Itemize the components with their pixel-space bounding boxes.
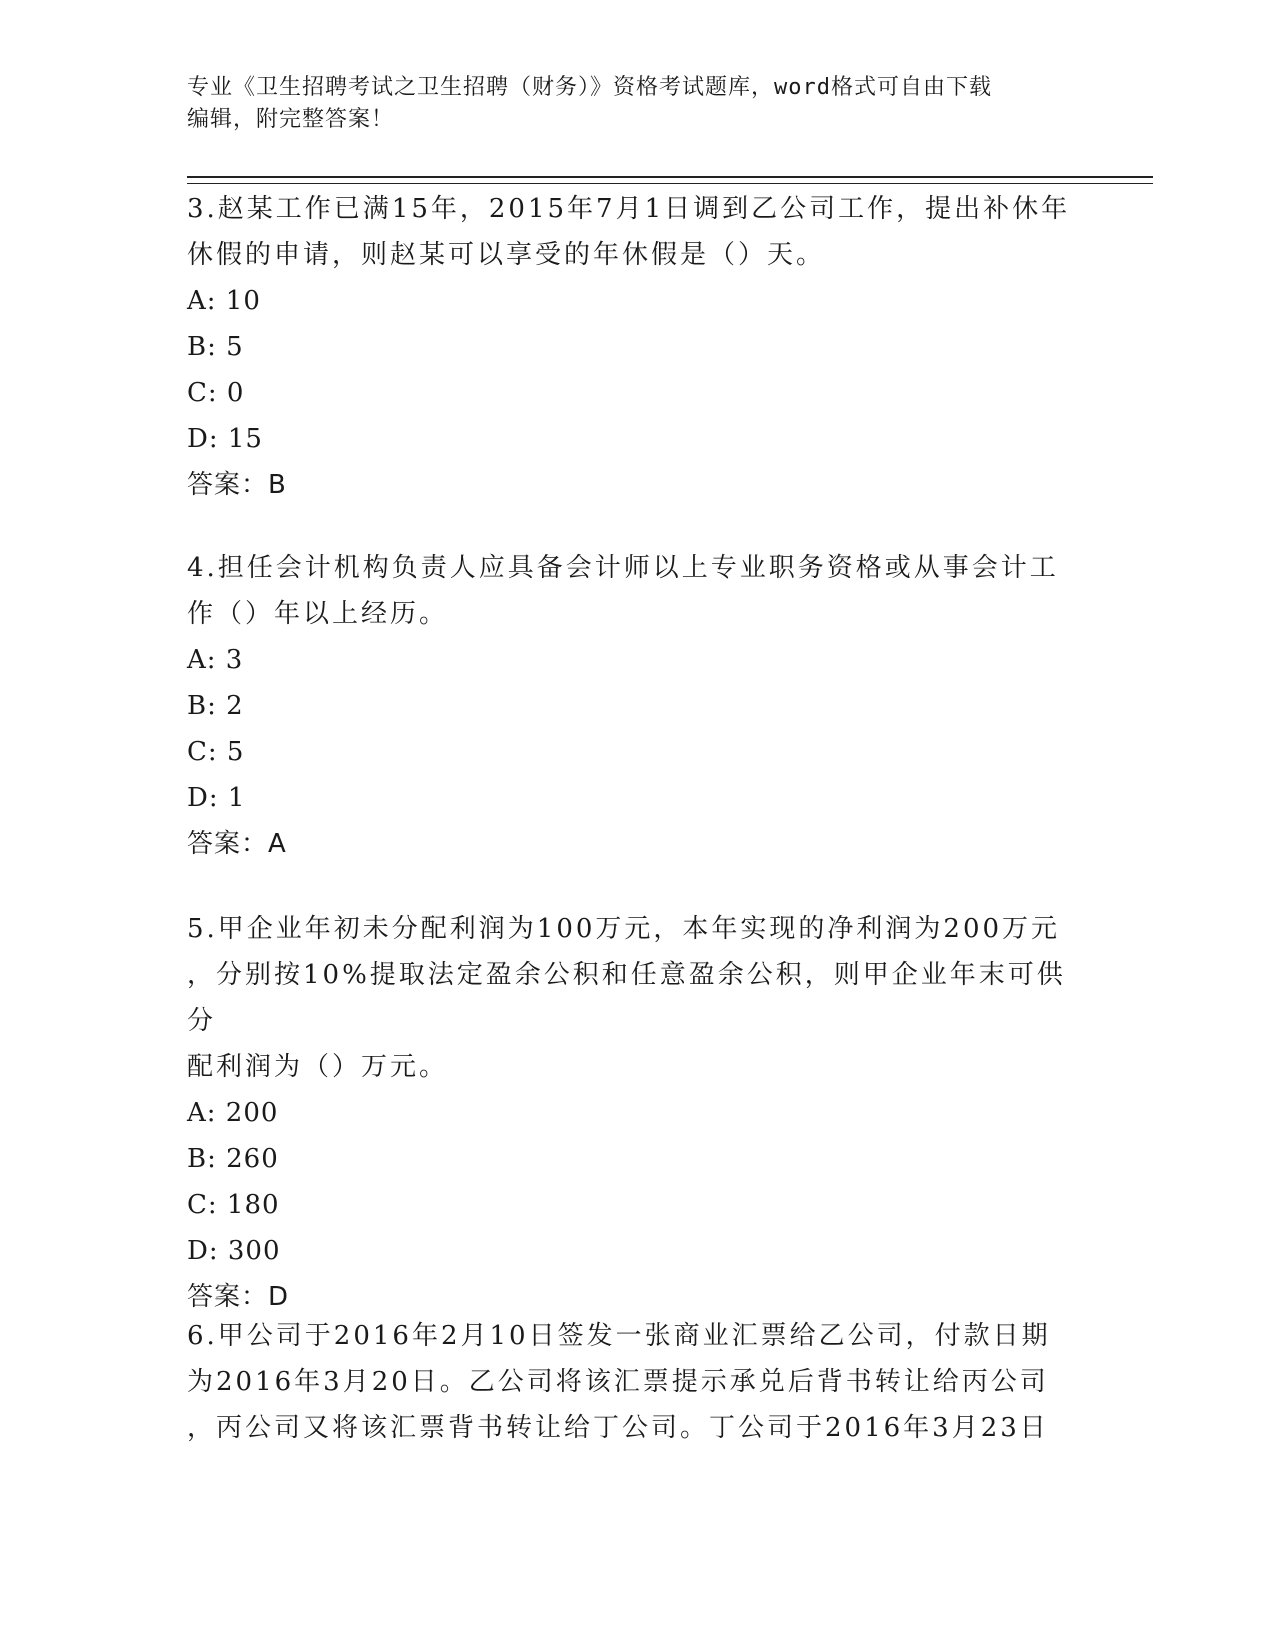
question-3	[187, 186, 1087, 508]
question-6	[187, 1313, 1087, 1451]
option-a: A: 10	[187, 286, 261, 316]
option-d: D: 300	[187, 1236, 281, 1266]
option-d: D: 15	[187, 424, 263, 454]
question-stem-line: 作（）年以上经历。	[187, 599, 449, 629]
question-stem-line: 3.赵某工作已满15年，2015年7月1日调到乙公司工作，提出补休年	[187, 194, 1071, 224]
answer-line: 答案：B	[187, 470, 287, 500]
option-a: A: 200	[187, 1098, 279, 1128]
option-b: B: 2	[187, 691, 244, 721]
question-stem-line: 为2016年3月20日。乙公司将该汇票提示承兑后背书转让给丙公司	[187, 1367, 1049, 1397]
option-c: C: 0	[187, 378, 245, 408]
option-d: D: 1	[187, 783, 246, 813]
question-stem-line: 6.甲公司于2016年2月10日签发一张商业汇票给乙公司，付款日期	[187, 1321, 1051, 1351]
option-c: C: 5	[187, 737, 245, 767]
question-stem-line: 5.甲企业年初未分配利润为100万元，本年实现的净利润为200万元	[187, 914, 1061, 944]
option-b: B: 5	[187, 332, 244, 362]
option-c: C: 180	[187, 1190, 280, 1220]
question-stem-line: ，丙公司又将该汇票背书转让给丁公司。丁公司于2016年3月23日	[187, 1413, 1049, 1443]
answer-line: 答案：A	[187, 829, 287, 859]
document-header	[187, 72, 1087, 136]
header-divider-thin	[187, 183, 1153, 184]
question-5	[187, 906, 1087, 1320]
header-line-1: 专业《卫生招聘考试之卫生招聘（财务）》资格考试题库，word格式可自由下载	[187, 75, 992, 100]
header-line-2: 编辑，附完整答案！	[187, 107, 395, 132]
header-divider-thick	[187, 176, 1153, 178]
question-stem-line: 4.担任会计机构负责人应具备会计师以上专业职务资格或从事会计工	[187, 553, 1059, 583]
option-b: B: 260	[187, 1144, 279, 1174]
question-stem-line: 休假的申请，则赵某可以享受的年休假是（）天。	[187, 240, 826, 270]
answer-line: 答案：D	[187, 1282, 290, 1312]
question-stem-line: 配利润为（）万元。	[187, 1052, 449, 1082]
question-stem-line: ，分别按10%提取法定盈余公积和任意盈余公积，则甲企业年末可供分	[187, 960, 1066, 1036]
option-a: A: 3	[187, 645, 244, 675]
question-4	[187, 545, 1087, 867]
